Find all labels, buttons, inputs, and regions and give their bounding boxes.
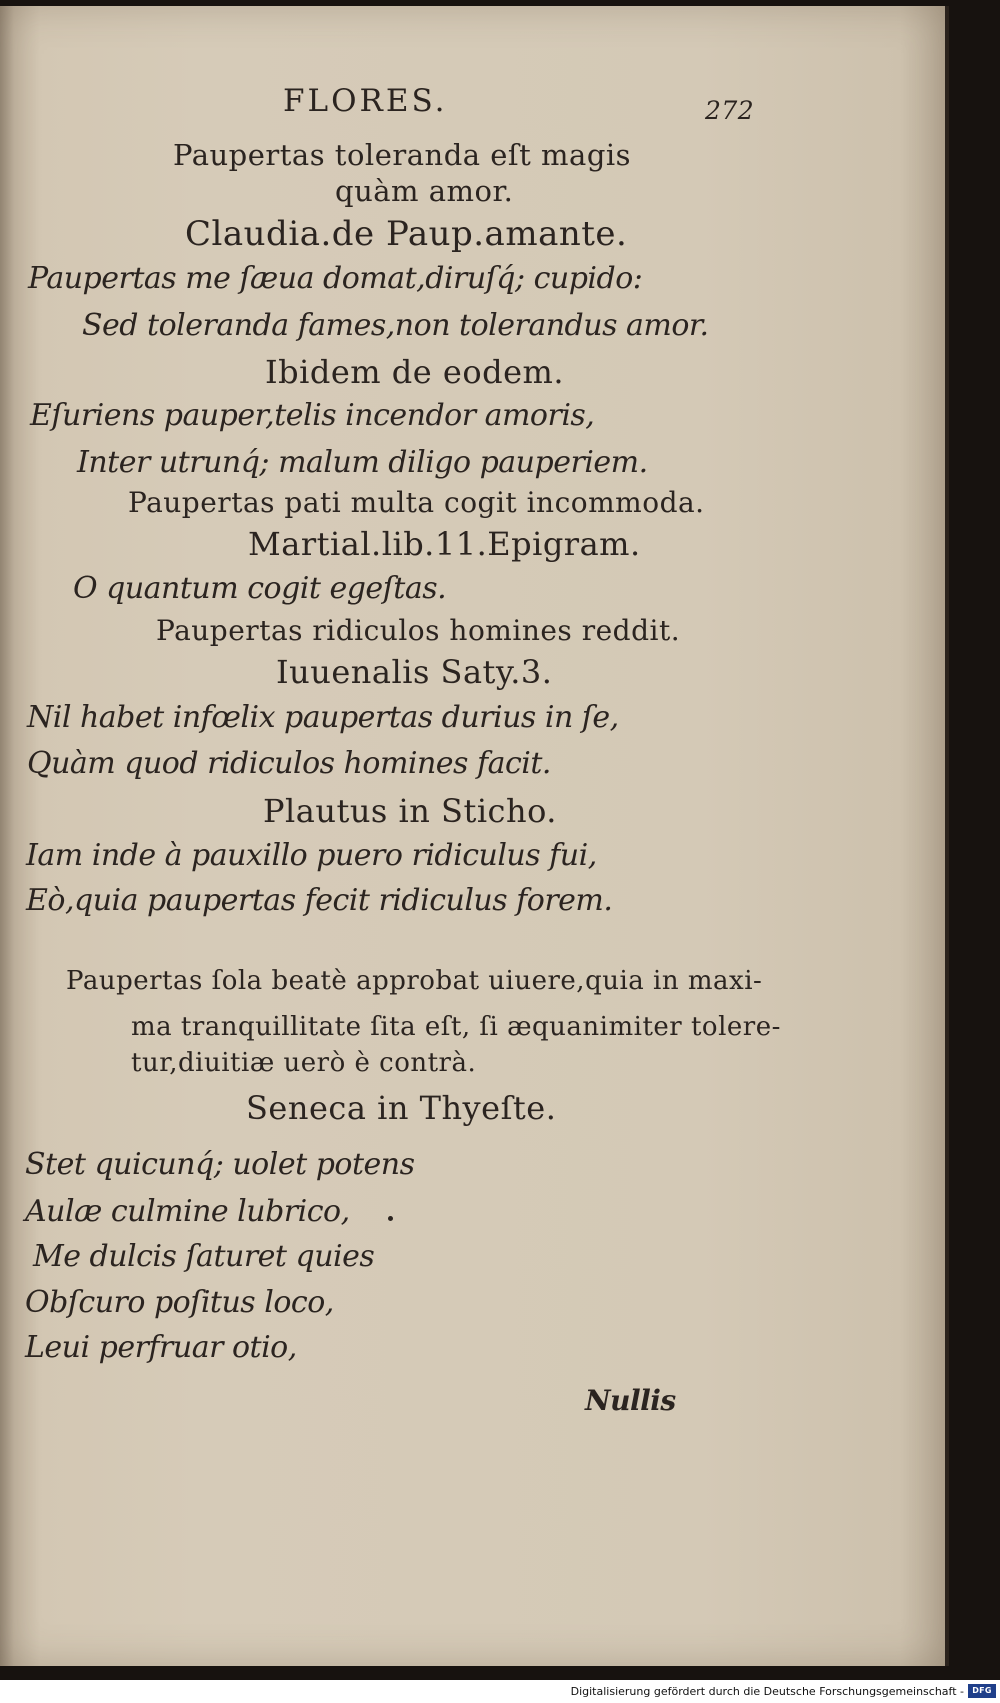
verse-line: Eſuriens pauper,telis incendor amoris, (30, 398, 595, 433)
author-heading: Claudia.de Paup.amante. (185, 214, 628, 254)
page-number: 272 (705, 96, 755, 125)
dfg-logo-icon: DFG (968, 1684, 996, 1698)
prose-line: Paupertas ſola beatè approbat uiuere,quia in maxi- (66, 966, 763, 996)
running-header: FLORES. (283, 83, 448, 119)
prose-line: tur,diuitiæ uerò è contrà. (131, 1048, 477, 1078)
prose-line: ma tranquillitate ſita eſt, ſi æquanimiter tolere- (131, 1012, 781, 1042)
verse-line: Nil habet infœlix paupertas durius in ſe, (27, 700, 619, 735)
verse-line: Stet quicunq́; uolet potens (25, 1147, 415, 1182)
verse-line: Obſcuro poſitus loco, (25, 1285, 334, 1320)
verse-line: Paupertas me ſæua domat,diruſq́; cupido: (28, 261, 643, 296)
verse-line: Eò,quia paupertas fecit ridiculus forem. (26, 883, 613, 918)
funding-credit: Digitalisierung gefördert durch die Deutsche Forschungsgemeinschaft - (570, 1685, 964, 1698)
sentence-heading-cont: quàm amor. (335, 174, 514, 208)
author-heading: Seneca in Thyeſte. (246, 1089, 557, 1127)
sentence-heading: Paupertas toleranda eſt magis (173, 138, 632, 172)
author-heading: Martial.lib.11.Epigram. (248, 525, 641, 563)
verse-line: Aulæ culmine lubrico, (25, 1194, 350, 1229)
verse-line: Quàm quod ridiculos homines facit. (27, 746, 551, 781)
author-heading: Ibidem de eodem. (265, 353, 565, 391)
author-heading: Plautus in Sticho. (263, 792, 557, 830)
ink-speck (388, 1216, 393, 1221)
verse-line: Me dulcis ſaturet quies (33, 1239, 375, 1274)
author-heading: Iuuenalis Saty.3. (276, 653, 553, 691)
verse-line: Inter utrunq́; malum diligo pauperiem. (77, 445, 648, 480)
verse-line: O quantum cogit egeſtas. (73, 571, 447, 606)
book-page (0, 6, 949, 1666)
sentence-heading: Paupertas pati multa cogit incommoda. (128, 486, 705, 519)
digitization-footer (0, 1680, 1000, 1703)
catchword: Nullis (585, 1384, 676, 1417)
verse-line: Leui perfruar otio, (25, 1330, 297, 1365)
verse-line: Sed toleranda fames,non tolerandus amor. (82, 308, 709, 343)
sentence-heading: Paupertas ridiculos homines reddit. (156, 614, 681, 647)
verse-line: Iam inde à pauxillo puero ridiculus fui, (26, 838, 597, 873)
